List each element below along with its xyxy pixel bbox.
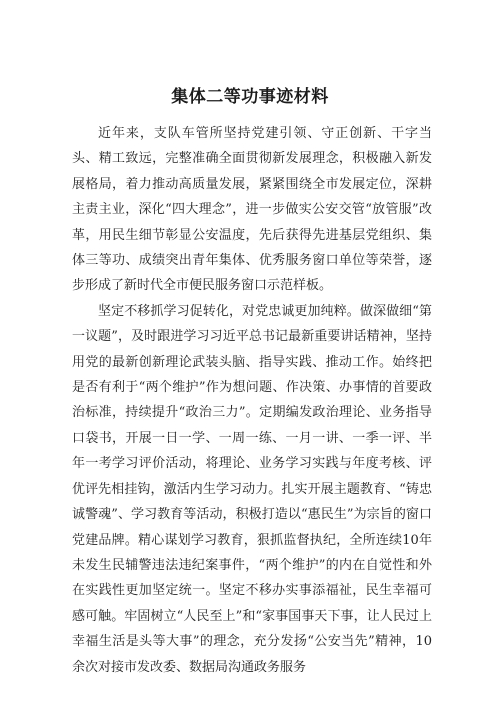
document-body bbox=[72, 121, 432, 680]
paragraph-intro: 近年来，支队车管所坚持党建引领、守正创新、干字当头、精工致远，完整准确全面贯彻新发展理念，积极融入新发展格局，着力推动高质量发展，紧紧围绕全市发展定位，深耕主责主业，深化“四大理念”，进一步做实公安交管“放管服”改革，用民生细节彰显公安温度，先后获得先进基层党组织、集体三等功、成绩突出青年集体、优秀服务窗口单位等荣誉，逐步形成了新时代全市便民服务窗口示范样板。 bbox=[72, 126, 432, 294]
paragraph-study: 坚定不移抓学习促转化，对党忠诚更加纯粹。做深做细“第一议题”，及时跟进学习习近平总书记最新重要讲话精神，坚持用党的最新创新理论武装头脑、指导实践、推动工作。始终把是否有利于“两个维护”作为想问题、作决策、办事情的首要政治标准，持续提升“政治三力”。定期编发政治理论、业务指导口袋书，开展一日一学、一周一练、一月一讲、一季一评、半年一考学习评价活动，将理论、业务学习实践与年度考核、评优评先相挂钩，激活内生学习动力。扎实开展主题教育、“铸忠诚警魂”、学习教育等活动，积极打造以“惠民生”为宗旨的窗口党建品牌。精心谋划学习教育，狠抓监督执纪，全所连续10年未发生民辅警违法违纪案事件，“两个维护”的内在自觉性和外在实践性更加坚定统一。坚定不移办实事添福祉，民生幸福可感可触。牢固树立“人民至上”和“家事国事天下事，让人民过上幸福生活是头等大事”的理念，充分发扬“公安当先”精神，10余次对接市发改委、数据局沟通政务服务 bbox=[72, 303, 432, 675]
document-title: 集体二等功事迹材料 bbox=[171, 87, 329, 107]
